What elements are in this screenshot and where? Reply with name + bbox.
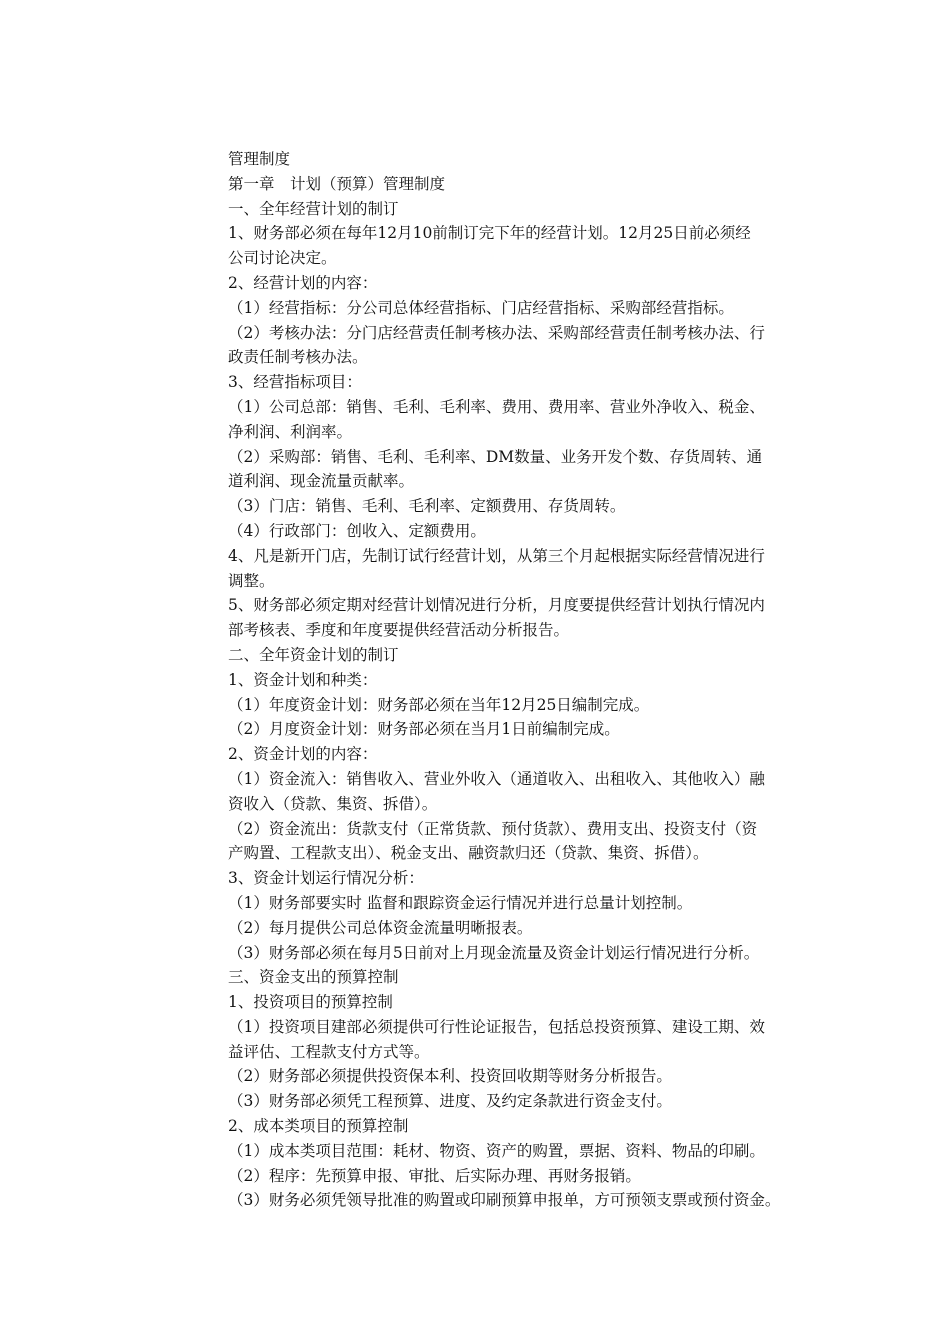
text-line: 2、经营计划的内容： [228,273,378,292]
text-line: （1）资金流入：销售收入、营业外收入（通道收入、出租收入、其他收入）融 [228,769,765,788]
text-line: 2、成本类项目的预算控制 [228,1117,409,1136]
chapter-heading: 第一章 计划（预算）管理制度 [228,174,446,193]
text-line: 道利润、现金流量贡献率。 [228,472,415,491]
text-line: （2）程序：先预算申报、审批、后实际办理、再财务报销。 [228,1166,641,1185]
text-line: （2）财务部必须提供投资保本利、投资回收期等财务分析报告。 [228,1067,672,1086]
text-line: （3）财务必须凭领导批准的购置或印刷预算申报单，方可预领支票或预付资金。 [228,1191,781,1210]
text-line: （1）成本类项目范围：耗材、物资、资产的购置，票据、资料、物品的印刷。 [228,1141,765,1160]
text-line: （2）考核办法：分门店经营责任制考核办法、采购部经营责任制考核办法、行 [228,323,765,342]
text-line: 调整。 [228,571,275,590]
section-heading: 二、全年资金计划的制订 [228,645,399,664]
text-line: 1、投资项目的预算控制 [228,993,393,1012]
text-line: （1）公司总部：销售、毛利、毛利率、费用、费用率、营业外净收入、税金、 [228,397,765,416]
text-line: 产购置、工程款支出）、税金支出、融资款归还（贷款、集资、拆借）。 [228,844,709,863]
text-line: （3）财务部必须凭工程预算、进度、及约定条款进行资金支付。 [228,1092,672,1111]
text-line: 部考核表、季度和年度要提供经营活动分析报告。 [228,621,570,640]
text-line: 益评估、工程款支付方式等。 [228,1042,430,1061]
text-line: 5、财务部必须定期对经营计划情况进行分析，月度要提供经营计划执行情况内 [228,596,765,615]
text-line: 3、资金计划运行情况分析： [228,869,424,888]
document-body [228,147,828,1213]
text-line: （2）资金流出：货款支付（正常货款、预付货款）、费用支出、投资支付（资 [228,819,758,838]
text-line: （1）年度资金计划：财务部必须在当年12月25日编制完成。 [228,695,650,714]
section-heading: 三、资金支出的预算控制 [228,968,399,987]
text-line: 1、资金计划和种类： [228,670,378,689]
text-line: 资收入（贷款、集资、拆借）。 [228,794,438,813]
text-line: （1）经营指标：分公司总体经营指标、门店经营指标、采购部经营指标。 [228,298,734,317]
text-line: 3、经营指标项目： [228,373,362,392]
text-line: （3）门店：销售、毛利、毛利率、定额费用、存货周转。 [228,497,626,516]
text-line: （1）财务部要实时 监督和跟踪资金运行情况并进行总量计划控制。 [228,893,693,912]
text-line: （2）采购部：销售、毛利、毛利率、DM数量、业务开发个数、存货周转、通 [228,447,763,466]
text-line: （2）月度资金计划：财务部必须在当月1日前编制完成。 [228,720,620,739]
text-line: 2、资金计划的内容： [228,745,378,764]
text-line: （2）每月提供公司总体资金流量明晰报表。 [228,918,533,937]
text-line: （4）行政部门：创收入、定额费用。 [228,521,486,540]
text-line: （1）投资项目建部必须提供可行性论证报告，包括总投资预算、建设工期、效 [228,1017,765,1036]
text-line: （3）财务部必须在每月5日前对上月现金流量及资金计划运行情况进行分析。 [228,943,760,962]
text-line: 公司讨论决定。 [228,249,337,268]
text-line: 净利润、利润率。 [228,422,353,441]
doc-title: 管理制度 [228,150,291,168]
text-line: 4、凡是新开门店，先制订试行经营计划，从第三个月起根据实际经营情况进行 [228,546,765,565]
section-heading: 一、全年经营计划的制订 [228,199,399,218]
text-line: 政责任制考核办法。 [228,348,368,367]
text-line: 1、财务部必须在每年12月10前制订完下年的经营计划。12月25日前必须经 [228,224,751,243]
